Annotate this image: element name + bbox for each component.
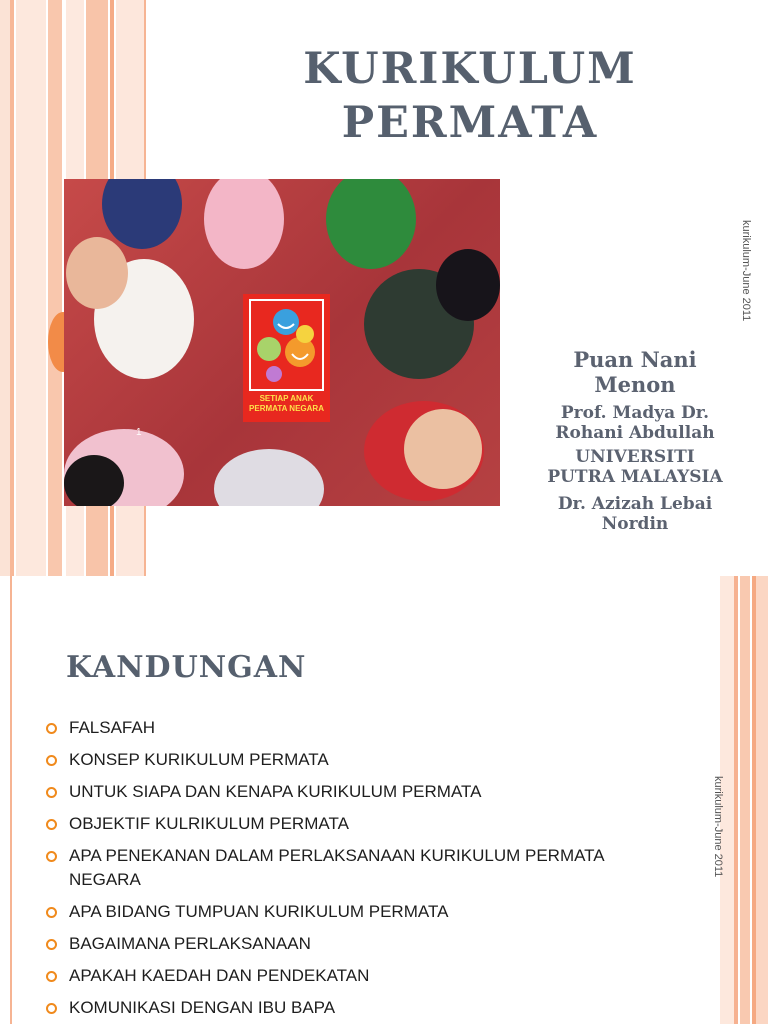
university (526, 447, 744, 487)
logo-text-1: SETIAP ANAK (259, 394, 314, 403)
child-face-left (66, 237, 128, 309)
list-item (46, 996, 666, 1020)
ring-bullet-icon (46, 939, 57, 950)
list-item-text: OBJEKTIF KULRIKULUM PERMATA (69, 814, 349, 833)
presenter-name (526, 347, 744, 397)
right-stripe-5 (756, 576, 768, 1024)
presenter-line-1: Puan Nani (573, 347, 697, 372)
co-author-2 (526, 494, 744, 534)
author-line-5: Dr. Azizah Lebai (557, 494, 713, 514)
list-item (46, 900, 666, 924)
list-item-text: APA PENEKANAN DALAM PERLAKSANAAN KURIKULUM PERMATA NEGARA (69, 846, 604, 889)
ring-bullet-icon (46, 1003, 57, 1014)
title-line-2: PERMATA (341, 98, 599, 148)
child-hair-left (64, 455, 124, 506)
contents-title: KANDUNGAN (66, 650, 307, 685)
list-item (46, 780, 666, 804)
list-item (46, 812, 666, 836)
ring-bullet-icon (46, 755, 57, 766)
list-item-text: FALSAFAH (69, 718, 155, 737)
child-face-right (404, 409, 482, 489)
co-author-1 (526, 403, 744, 443)
left-stripe-2 (10, 0, 14, 576)
presenter-line-2: Menon (594, 372, 676, 397)
list-item (46, 844, 666, 892)
list-item-text: UNTUK SIAPA DAN KENAPA KURIKULUM PERMATA (69, 782, 482, 801)
left-stripe-1 (0, 0, 10, 576)
ring-bullet-icon (46, 819, 57, 830)
author-line-2: Rohani Abdullah (555, 423, 715, 443)
list-item (46, 748, 666, 772)
ring-bullet-icon (46, 851, 57, 862)
ring-bullet-icon (46, 723, 57, 734)
slide-number: 1 (136, 427, 142, 438)
ring-bullet-icon (46, 787, 57, 798)
list-item-text: KONSEP KURIKULUM PERMATA (69, 750, 329, 769)
contents-list (46, 716, 666, 1028)
left-stripe-4 (48, 0, 62, 576)
author-line-1: Prof. Madya Dr. (560, 403, 710, 423)
smiley-faces-icon (243, 294, 330, 394)
list-item (46, 932, 666, 956)
list-item (46, 716, 666, 740)
left-thin-stripe (10, 576, 12, 1024)
list-item-text: APA BIDANG TUMPUAN KURIKULUM PERMATA (69, 902, 449, 921)
list-item-text: APAKAH KAEDAH DAN PENDEKATAN (69, 966, 370, 985)
child-hair-right (436, 249, 500, 321)
logo-text-2: PERMATA NEGARA (249, 404, 324, 413)
slide-footer: kurikulum-June 2011 (712, 776, 724, 878)
left-stripe-3 (16, 0, 46, 576)
title-line-1: KURIKULUM (303, 44, 637, 94)
ring-bullet-icon (46, 971, 57, 982)
slide-title (150, 42, 768, 150)
slide-footer: kurikulum-June 2011 (740, 220, 752, 322)
author-line-6: Nordin (601, 514, 669, 534)
list-item-text: KOMUNIKASI DENGAN IBU BAPA (69, 998, 336, 1017)
author-line-3: UNIVERSITI (575, 447, 695, 467)
ring-bullet-icon (46, 907, 57, 918)
right-stripe-3 (740, 576, 750, 1024)
right-stripe-2 (734, 576, 738, 1024)
author-line-4: PUTRA MALAYSIA (547, 467, 723, 487)
list-item-text: BAGAIMANA PERLAKSANAAN (69, 934, 311, 953)
permata-logo (243, 294, 330, 422)
list-item (46, 964, 666, 988)
